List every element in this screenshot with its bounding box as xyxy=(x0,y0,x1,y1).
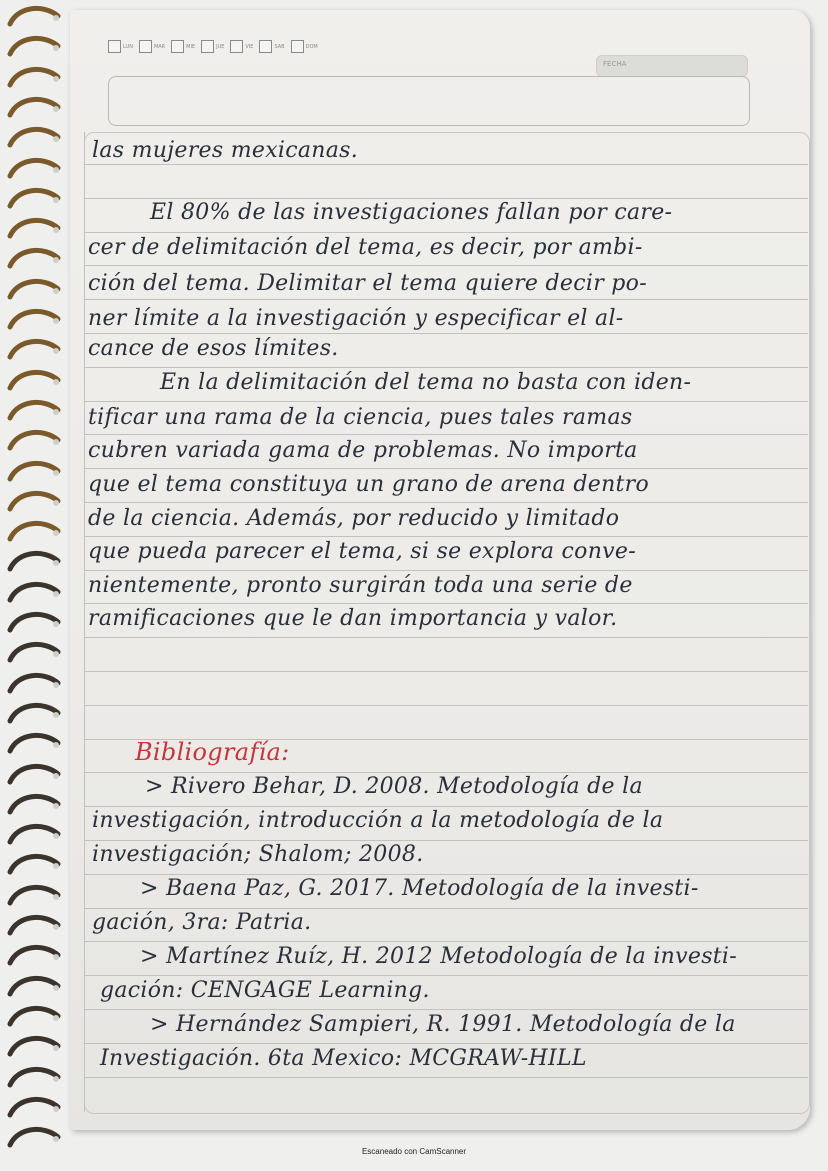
body-line: En la delimitación del tema no basta con iden- xyxy=(160,370,692,395)
ruled-line xyxy=(84,840,808,841)
day-checkbox xyxy=(201,40,214,53)
bibliography-line: > Baena Paz, G. 2017. Metodología de la investi- xyxy=(140,876,699,901)
title-box xyxy=(108,76,750,126)
binding-ring xyxy=(4,277,62,303)
ruled-line xyxy=(84,198,808,199)
bibliography-line: gación: CENGAGE Learning. xyxy=(100,978,430,1003)
bibliography-line: investigación; Shalom; 2008. xyxy=(92,842,424,867)
binding-ring xyxy=(4,34,62,60)
ruled-line xyxy=(84,401,808,402)
body-line: cer de delimitación del tema, es decir, por ambi- xyxy=(88,235,643,260)
binding-ring xyxy=(4,792,62,818)
day-sab xyxy=(259,40,284,53)
ruled-line xyxy=(84,570,808,571)
weekday-checkboxes xyxy=(108,40,318,53)
body-line: El 80% de las investigaciones fallan por care- xyxy=(150,200,673,225)
ruled-line xyxy=(84,434,808,435)
day-lun xyxy=(108,40,133,53)
bibliography-line: gación, 3ra: Patria. xyxy=(92,910,312,935)
body-line: tificar una rama de la ciencia, pues tales ramas xyxy=(88,405,633,430)
day-checkbox xyxy=(171,40,184,53)
scanner-watermark: Escaneado con CamScanner xyxy=(361,1147,467,1156)
binding-ring xyxy=(4,398,62,424)
binding-ring xyxy=(4,822,62,848)
binding-ring xyxy=(4,216,62,242)
ruled-line xyxy=(84,806,808,807)
binding-ring xyxy=(4,640,62,666)
ruled-line xyxy=(84,1009,808,1010)
binding-ring xyxy=(4,913,62,939)
ruled-line xyxy=(84,975,808,976)
body-line: que el tema constituya un grano de arena dentro xyxy=(88,472,650,497)
date-label: FECHA xyxy=(603,60,627,68)
binding-ring xyxy=(4,428,62,454)
ruled-line xyxy=(84,772,808,773)
body-line: cance de esos límites. xyxy=(88,336,339,361)
ruled-line xyxy=(84,265,808,266)
binding-ring xyxy=(4,974,62,1000)
date-field xyxy=(596,55,748,77)
bibliography-heading: Bibliografía: xyxy=(135,738,290,766)
bibliography-line: Investigación. 6ta Mexico: MCGRAW-HILL xyxy=(100,1046,587,1071)
binding-ring xyxy=(4,762,62,788)
binding-ring xyxy=(4,125,62,151)
day-vie xyxy=(230,40,253,53)
ruled-line xyxy=(84,603,808,604)
ruled-line xyxy=(84,536,808,537)
binding-ring xyxy=(4,1065,62,1091)
ruled-line xyxy=(84,232,808,233)
day-label: MAR xyxy=(153,43,166,50)
day-dom xyxy=(291,40,318,53)
binding-ring xyxy=(4,156,62,182)
ruled-line xyxy=(84,367,808,368)
bibliography-line: > Rivero Behar, D. 2008. Metodología de la xyxy=(145,774,643,799)
binding-ring xyxy=(4,1095,62,1121)
bibliography-line: investigación, introducción a la metodología de la xyxy=(92,808,664,833)
day-checkbox xyxy=(108,40,121,53)
binding-ring xyxy=(4,95,62,121)
day-label: DOM xyxy=(305,43,318,50)
body-line: que pueda parecer el tema, si se explora conve- xyxy=(88,539,636,564)
binding-ring xyxy=(4,610,62,636)
ruled-line xyxy=(84,164,808,165)
binding-ring xyxy=(4,671,62,697)
ruled-line xyxy=(84,468,808,469)
binding-ring xyxy=(4,246,62,272)
binding-ring xyxy=(4,731,62,757)
ruled-line xyxy=(84,299,808,300)
ruled-line xyxy=(84,1043,808,1044)
spiral-binding xyxy=(0,0,72,1171)
ruled-line xyxy=(84,705,808,706)
binding-ring xyxy=(4,883,62,909)
day-jue xyxy=(201,40,224,53)
ruled-line xyxy=(84,637,808,638)
day-mie xyxy=(171,40,195,53)
body-line: ner límite a la investigación y especificar el al- xyxy=(88,306,624,331)
binding-ring xyxy=(4,549,62,575)
day-checkbox xyxy=(139,40,152,53)
day-checkbox xyxy=(259,40,272,53)
body-line: cubren variada gama de problemas. No importa xyxy=(88,438,638,463)
day-mar xyxy=(139,40,165,53)
ruled-line xyxy=(84,1077,808,1078)
body-line: de la ciencia. Además, por reducido y limitado xyxy=(88,506,620,531)
binding-ring xyxy=(4,701,62,727)
bibliography-line: > Martínez Ruíz, H. 2012 Metodología de la investi- xyxy=(140,944,737,969)
day-label: LUN xyxy=(123,43,133,50)
body-line: ramificaciones que le dan importancia y valor. xyxy=(88,606,618,631)
binding-ring xyxy=(4,489,62,515)
binding-ring xyxy=(4,186,62,212)
ruled-line xyxy=(84,333,808,334)
bibliography-line: > Hernández Sampieri, R. 1991. Metodología de la xyxy=(150,1012,736,1037)
body-line: nientemente, pronto surgirán toda una serie de xyxy=(88,573,633,598)
day-label: SAB xyxy=(274,43,285,50)
binding-ring xyxy=(4,580,62,606)
day-label: MIE xyxy=(186,43,196,50)
ruled-line xyxy=(84,671,808,672)
margin-line xyxy=(84,132,85,1112)
binding-ring xyxy=(4,519,62,545)
binding-ring xyxy=(4,368,62,394)
ruled-line xyxy=(84,908,808,909)
body-line: ción del tema. Delimitar el tema quiere decir po- xyxy=(88,271,647,296)
body-line: las mujeres mexicanas. xyxy=(92,138,359,163)
day-checkbox xyxy=(291,40,304,53)
day-checkbox xyxy=(230,40,243,53)
day-label: VIE xyxy=(245,43,254,50)
binding-ring xyxy=(4,65,62,91)
binding-ring xyxy=(4,943,62,969)
binding-ring xyxy=(4,307,62,333)
binding-ring xyxy=(4,337,62,363)
binding-ring xyxy=(4,4,62,30)
binding-ring xyxy=(4,459,62,485)
binding-ring xyxy=(4,1004,62,1030)
ruled-line xyxy=(84,941,808,942)
day-label: JUE xyxy=(216,43,225,50)
binding-ring xyxy=(4,1034,62,1060)
ruled-line xyxy=(84,874,808,875)
ruled-line xyxy=(84,502,808,503)
binding-ring xyxy=(4,852,62,878)
